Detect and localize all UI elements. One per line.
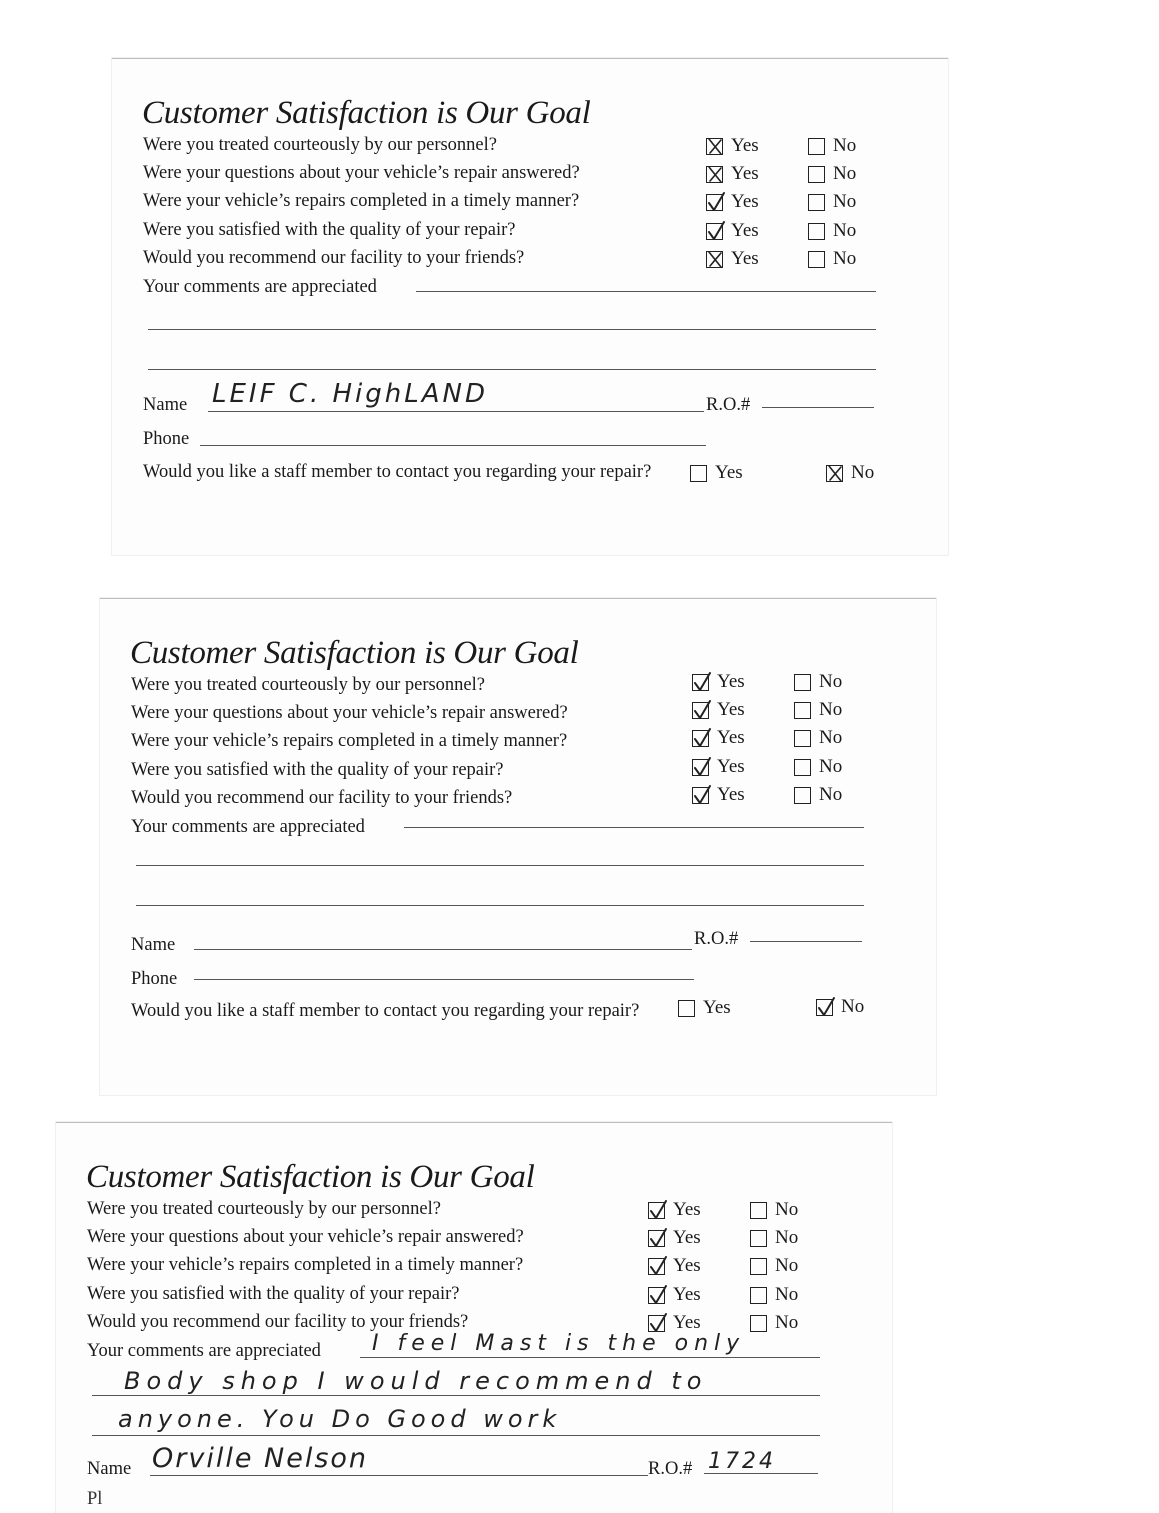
form-title: Customer Satisfaction is Our Goal xyxy=(86,1159,535,1195)
no-checkbox[interactable]: No xyxy=(794,699,842,721)
checkbox-empty-icon xyxy=(794,759,811,776)
no-checkbox[interactable]: No xyxy=(794,671,842,693)
yes-checkbox[interactable]: Yes xyxy=(692,699,745,721)
checkbox-check-icon xyxy=(692,787,709,804)
phone-label: Phone xyxy=(143,429,190,449)
contact-yes-checkbox[interactable]: Yes xyxy=(690,462,743,484)
name-line[interactable] xyxy=(150,1475,648,1476)
form-title: Customer Satisfaction is Our Goal xyxy=(130,635,579,671)
survey-card-3 xyxy=(56,1122,892,1513)
phone-label-cutoff: Pl xyxy=(87,1489,103,1509)
checkbox-empty-icon xyxy=(808,223,825,240)
question-courteous: Were you treated courteously by our personnel? xyxy=(131,675,485,695)
question-answered: Were your questions about your vehicle’s repair answered? xyxy=(143,163,580,183)
no-checkbox[interactable]: No xyxy=(750,1227,798,1249)
checkbox-empty-icon xyxy=(690,465,707,482)
question-courteous: Were you treated courteously by our personnel? xyxy=(87,1199,441,1219)
checkbox-check-icon xyxy=(648,1202,665,1219)
comments-label: Your comments are appreciated xyxy=(87,1341,321,1361)
yes-checkbox[interactable]: Yes xyxy=(648,1284,701,1306)
comments-line[interactable] xyxy=(148,329,876,330)
question-timely: Were your vehicle’s repairs completed in a timely manner? xyxy=(143,191,580,211)
checkbox-empty-icon xyxy=(808,138,825,155)
name-handwriting: Orville Nelson xyxy=(152,1443,369,1474)
checkbox-x-icon xyxy=(826,465,843,482)
comment-handwriting: anyone. You Do Good work xyxy=(118,1405,562,1433)
no-checkbox[interactable]: No xyxy=(808,163,856,185)
yes-checkbox[interactable]: Yes xyxy=(706,135,759,157)
checkbox-check-icon xyxy=(816,999,833,1016)
checkbox-empty-icon xyxy=(750,1315,767,1332)
name-line[interactable] xyxy=(208,411,704,412)
no-checkbox[interactable]: No xyxy=(750,1255,798,1277)
checkbox-empty-icon xyxy=(794,730,811,747)
contact-no-checkbox[interactable]: No xyxy=(816,996,864,1018)
checkbox-check-icon xyxy=(692,759,709,776)
comments-line[interactable] xyxy=(148,369,876,370)
checkbox-x-icon xyxy=(706,251,723,268)
checkbox-empty-icon xyxy=(750,1258,767,1275)
comments-line[interactable] xyxy=(136,905,864,906)
checkbox-check-icon xyxy=(648,1315,665,1332)
checkbox-check-icon xyxy=(692,730,709,747)
checkbox-check-icon xyxy=(706,194,723,211)
comments-label: Your comments are appreciated xyxy=(143,277,377,297)
yes-checkbox[interactable]: Yes xyxy=(706,220,759,242)
name-label: Name xyxy=(87,1459,132,1479)
no-checkbox[interactable]: No xyxy=(794,784,842,806)
yes-checkbox[interactable]: Yes xyxy=(648,1312,701,1334)
comments-line[interactable] xyxy=(136,865,864,866)
comment-handwriting: Body shop I would recommend to xyxy=(124,1367,708,1395)
checkbox-empty-icon xyxy=(750,1230,767,1247)
checkbox-check-icon xyxy=(648,1287,665,1304)
question-quality: Were you satisfied with the quality of your repair? xyxy=(143,220,516,240)
checkbox-check-icon xyxy=(706,223,723,240)
name-label: Name xyxy=(131,935,176,955)
ro-line[interactable] xyxy=(762,407,874,408)
yes-checkbox[interactable]: Yes xyxy=(706,248,759,270)
comment-handwriting: I feel Mast is the only xyxy=(372,1331,746,1356)
question-timely: Were your vehicle’s repairs completed in a timely manner? xyxy=(87,1255,524,1275)
contact-no-checkbox[interactable]: No xyxy=(826,462,874,484)
comments-label: Your comments are appreciated xyxy=(131,817,365,837)
name-label: Name xyxy=(143,395,188,415)
no-checkbox[interactable]: No xyxy=(808,248,856,270)
checkbox-empty-icon xyxy=(808,166,825,183)
no-checkbox[interactable]: No xyxy=(750,1199,798,1221)
no-checkbox[interactable]: No xyxy=(808,191,856,213)
ro-line[interactable] xyxy=(750,941,862,942)
yes-checkbox[interactable]: Yes xyxy=(692,727,745,749)
question-answered: Were your questions about your vehicle’s repair answered? xyxy=(131,703,568,723)
question-answered: Were your questions about your vehicle’s repair answered? xyxy=(87,1227,524,1247)
yes-checkbox[interactable]: Yes xyxy=(692,756,745,778)
question-recommend: Would you recommend our facility to your friends? xyxy=(143,248,525,268)
checkbox-empty-icon xyxy=(808,251,825,268)
checkbox-empty-icon xyxy=(794,787,811,804)
no-checkbox[interactable]: No xyxy=(808,220,856,242)
question-recommend: Would you recommend our facility to your friends? xyxy=(131,788,513,808)
checkbox-empty-icon xyxy=(808,194,825,211)
contact-question: Would you like a staff member to contact you regarding your repair? xyxy=(131,1001,640,1021)
comments-line[interactable] xyxy=(360,1357,820,1358)
yes-checkbox[interactable]: Yes xyxy=(706,191,759,213)
no-checkbox[interactable]: No xyxy=(794,727,842,749)
survey-card-1 xyxy=(112,58,948,555)
comments-line[interactable] xyxy=(92,1395,820,1396)
question-courteous: Were you treated courteously by our personnel? xyxy=(143,135,497,155)
comments-line[interactable] xyxy=(404,827,864,828)
comments-line[interactable] xyxy=(416,291,876,292)
form-title: Customer Satisfaction is Our Goal xyxy=(142,95,591,131)
ro-label: R.O.# xyxy=(706,395,751,415)
checkbox-empty-icon xyxy=(750,1202,767,1219)
checkbox-check-icon xyxy=(692,674,709,691)
ro-label: R.O.# xyxy=(694,929,739,949)
question-quality: Were you satisfied with the quality of your repair? xyxy=(87,1284,460,1304)
checkbox-empty-icon xyxy=(750,1287,767,1304)
survey-card-2 xyxy=(100,598,936,1095)
phone-line[interactable] xyxy=(194,979,694,980)
name-line[interactable] xyxy=(194,949,692,950)
no-checkbox[interactable]: No xyxy=(750,1284,798,1306)
checkbox-check-icon xyxy=(692,702,709,719)
question-quality: Were you satisfied with the quality of your repair? xyxy=(131,760,504,780)
checkbox-x-icon xyxy=(706,166,723,183)
ro-handwriting: 1724 xyxy=(708,1449,776,1474)
contact-question: Would you like a staff member to contact you regarding your repair? xyxy=(143,462,652,482)
name-handwriting: LEIF C. HighLAND xyxy=(212,379,488,409)
comments-line[interactable] xyxy=(92,1435,820,1436)
checkbox-check-icon xyxy=(648,1230,665,1247)
checkbox-empty-icon xyxy=(678,1000,695,1017)
question-recommend: Would you recommend our facility to your friends? xyxy=(87,1312,469,1332)
yes-checkbox[interactable]: Yes xyxy=(692,671,745,693)
phone-label: Phone xyxy=(131,969,178,989)
no-checkbox[interactable]: No xyxy=(750,1312,798,1334)
yes-checkbox[interactable]: Yes xyxy=(706,163,759,185)
no-checkbox[interactable]: No xyxy=(794,756,842,778)
checkbox-empty-icon xyxy=(794,702,811,719)
checkbox-x-icon xyxy=(706,138,723,155)
contact-yes-checkbox[interactable]: Yes xyxy=(678,997,731,1019)
yes-checkbox[interactable]: Yes xyxy=(692,784,745,806)
yes-checkbox[interactable]: Yes xyxy=(648,1227,701,1249)
question-timely: Were your vehicle’s repairs completed in a timely manner? xyxy=(131,731,568,751)
phone-line[interactable] xyxy=(200,445,706,446)
no-checkbox[interactable]: No xyxy=(808,135,856,157)
yes-checkbox[interactable]: Yes xyxy=(648,1199,701,1221)
ro-label: R.O.# xyxy=(648,1459,693,1479)
checkbox-check-icon xyxy=(648,1258,665,1275)
checkbox-empty-icon xyxy=(794,674,811,691)
yes-checkbox[interactable]: Yes xyxy=(648,1255,701,1277)
